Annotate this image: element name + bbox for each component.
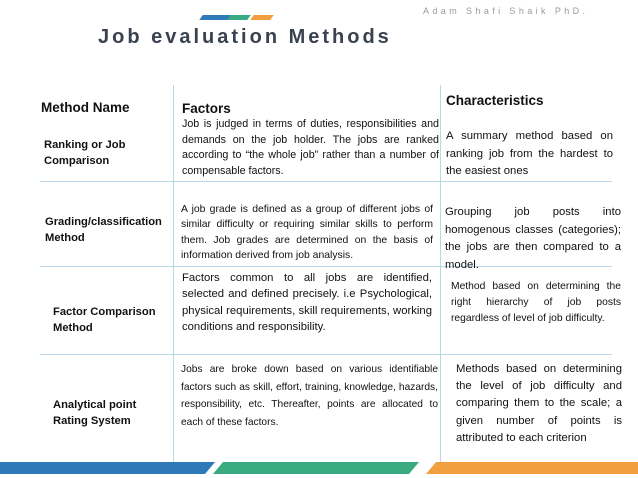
column-divider-1 <box>173 85 174 463</box>
header-method-name: Method Name <box>41 100 130 115</box>
bottom-stripe-green <box>213 462 419 474</box>
page-title: Job evaluation Methods <box>98 26 392 48</box>
top-stripe-orange <box>250 15 274 20</box>
header-characteristics: Characteristics <box>446 93 544 108</box>
characteristics-ranking: A summary method based on ranking job from the hardest to the easiest ones <box>446 130 613 177</box>
method-name-grading: Grading/classification Method <box>45 216 162 244</box>
factors-point-rating: Jobs are broke down based on various identifiable factors such as skill, effort, training, knowledge, hazards, responsibility, etc. Thereafter, points are allocated to each of these factors. <box>181 364 438 428</box>
header-factors: Factors <box>182 101 231 116</box>
characteristics-grading: Grouping job posts into homogenous classes (categories); the jobs are then compared to a model. <box>445 206 621 271</box>
method-name-factor-comparison: Factor Comparison Method <box>53 306 156 334</box>
author-name: Adam Shafi Shaik PhD. <box>423 6 589 16</box>
factors-ranking: Job is judged in terms of duties, responsibilities and demands on the job holder. The jobs are ranked according to “the whole job” rather than a number of compensable factors. <box>182 118 439 177</box>
method-name-point-rating: Analytical point Rating System <box>53 399 137 427</box>
characteristics-point-rating: Methods based on determining the level of job difficulty and comparing them to the scale; a given number of points is attributed to each criterion <box>456 363 622 444</box>
bottom-stripe-orange <box>426 462 638 474</box>
row-divider-1 <box>40 181 612 182</box>
column-divider-2 <box>440 85 441 463</box>
row-divider-3 <box>40 354 612 355</box>
bottom-stripe-blue <box>0 462 215 474</box>
top-stripe-green <box>227 15 251 20</box>
factors-factor-comparison: Factors common to all jobs are identified, selected and defined precisely. i.e Psychological, physical requirements, skill requirements, working conditions and responsibility. <box>182 272 432 334</box>
factors-grading: A job grade is defined as a group of different jobs of similar difficulty or requiring similar skills to perform them. Job grades are determined on the basis of information derived from job analysis. <box>181 204 433 261</box>
characteristics-factor-comparison: Method based on determining the right hierarchy of job posts regardless of level of job difficulty. <box>451 281 621 324</box>
method-name-ranking: Ranking or Job Comparison <box>44 139 126 167</box>
